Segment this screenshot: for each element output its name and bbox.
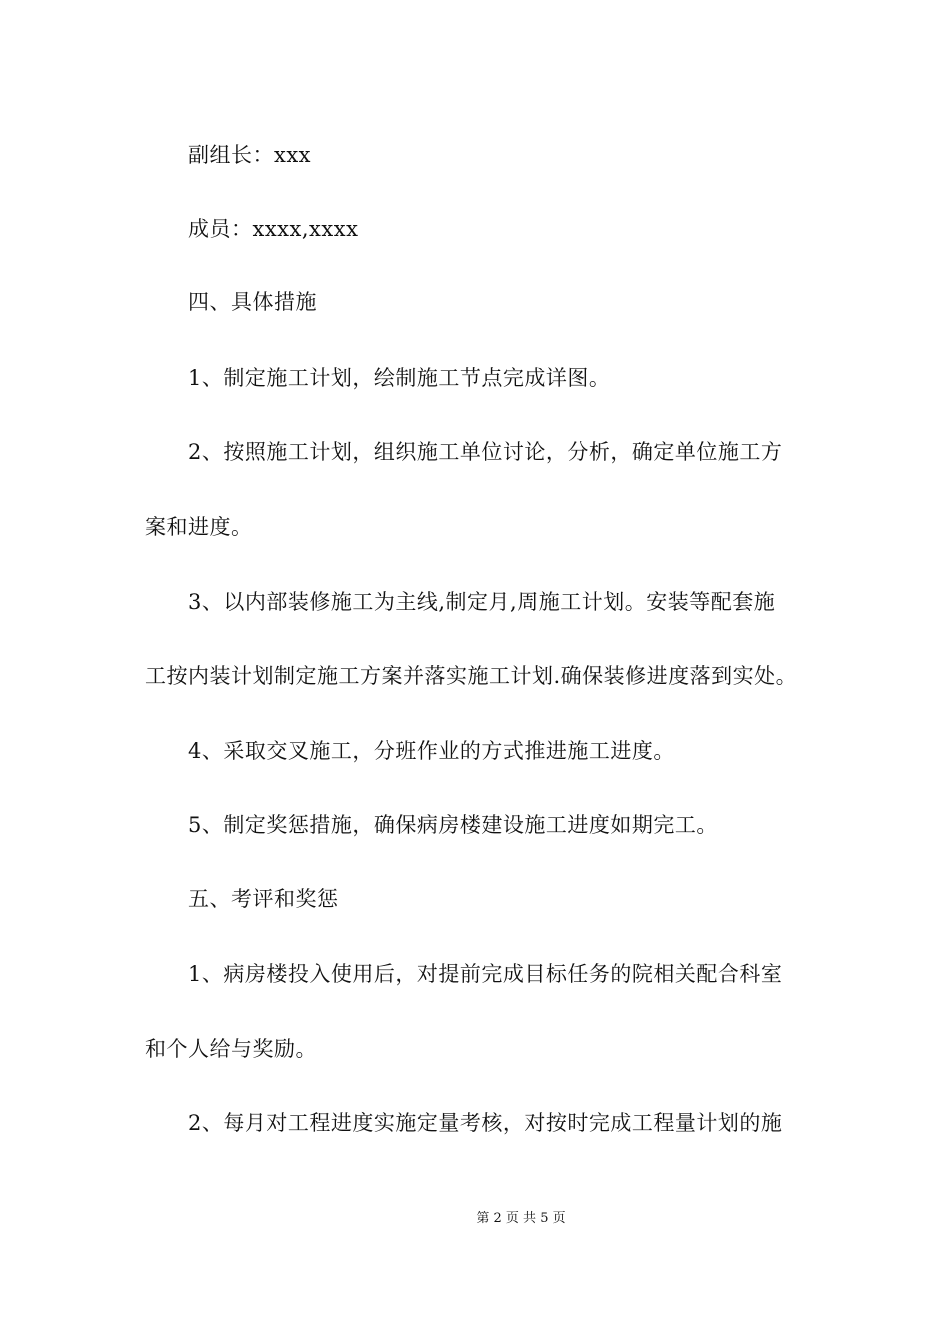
paragraph-line: 2、每月对工程进度实施定量考核，对按时完成工程量计划的施 — [188, 1111, 783, 1135]
paragraph-line: 1、病房楼投入使用后，对提前完成目标任务的院相关配合科室 — [188, 962, 783, 986]
paragraph-line: 5、制定奖惩措施，确保病房楼建设施工进度如期完工。 — [188, 813, 718, 837]
deputy-leader-line: 副组长：xxx — [188, 143, 312, 167]
section-heading-evaluation: 五、考评和奖惩 — [188, 887, 339, 911]
paragraph-line: 4、采取交叉施工，分班作业的方式推进施工进度。 — [188, 739, 675, 763]
members-line: 成员：xxxx,xxxx — [188, 217, 359, 241]
paragraph-line: 案和进度。 — [145, 515, 253, 539]
page-number-footer: 第 2 页 共 5 页 — [476, 1211, 566, 1226]
paragraph-line: 工按内装计划制定施工方案并落实施工计划.确保装修进度落到实处。 — [145, 664, 798, 688]
paragraph-line: 2、按照施工计划，组织施工单位讨论，分析，确定单位施工方 — [188, 440, 783, 464]
paragraph-line: 3、以内部装修施工为主线,制定月,周施工计划。安装等配套施 — [188, 590, 776, 614]
section-heading-measures: 四、具体措施 — [188, 290, 317, 314]
paragraph-line: 1、制定施工计划，绘制施工节点完成详图。 — [188, 366, 611, 390]
paragraph-line: 和个人给与奖励。 — [145, 1037, 317, 1061]
